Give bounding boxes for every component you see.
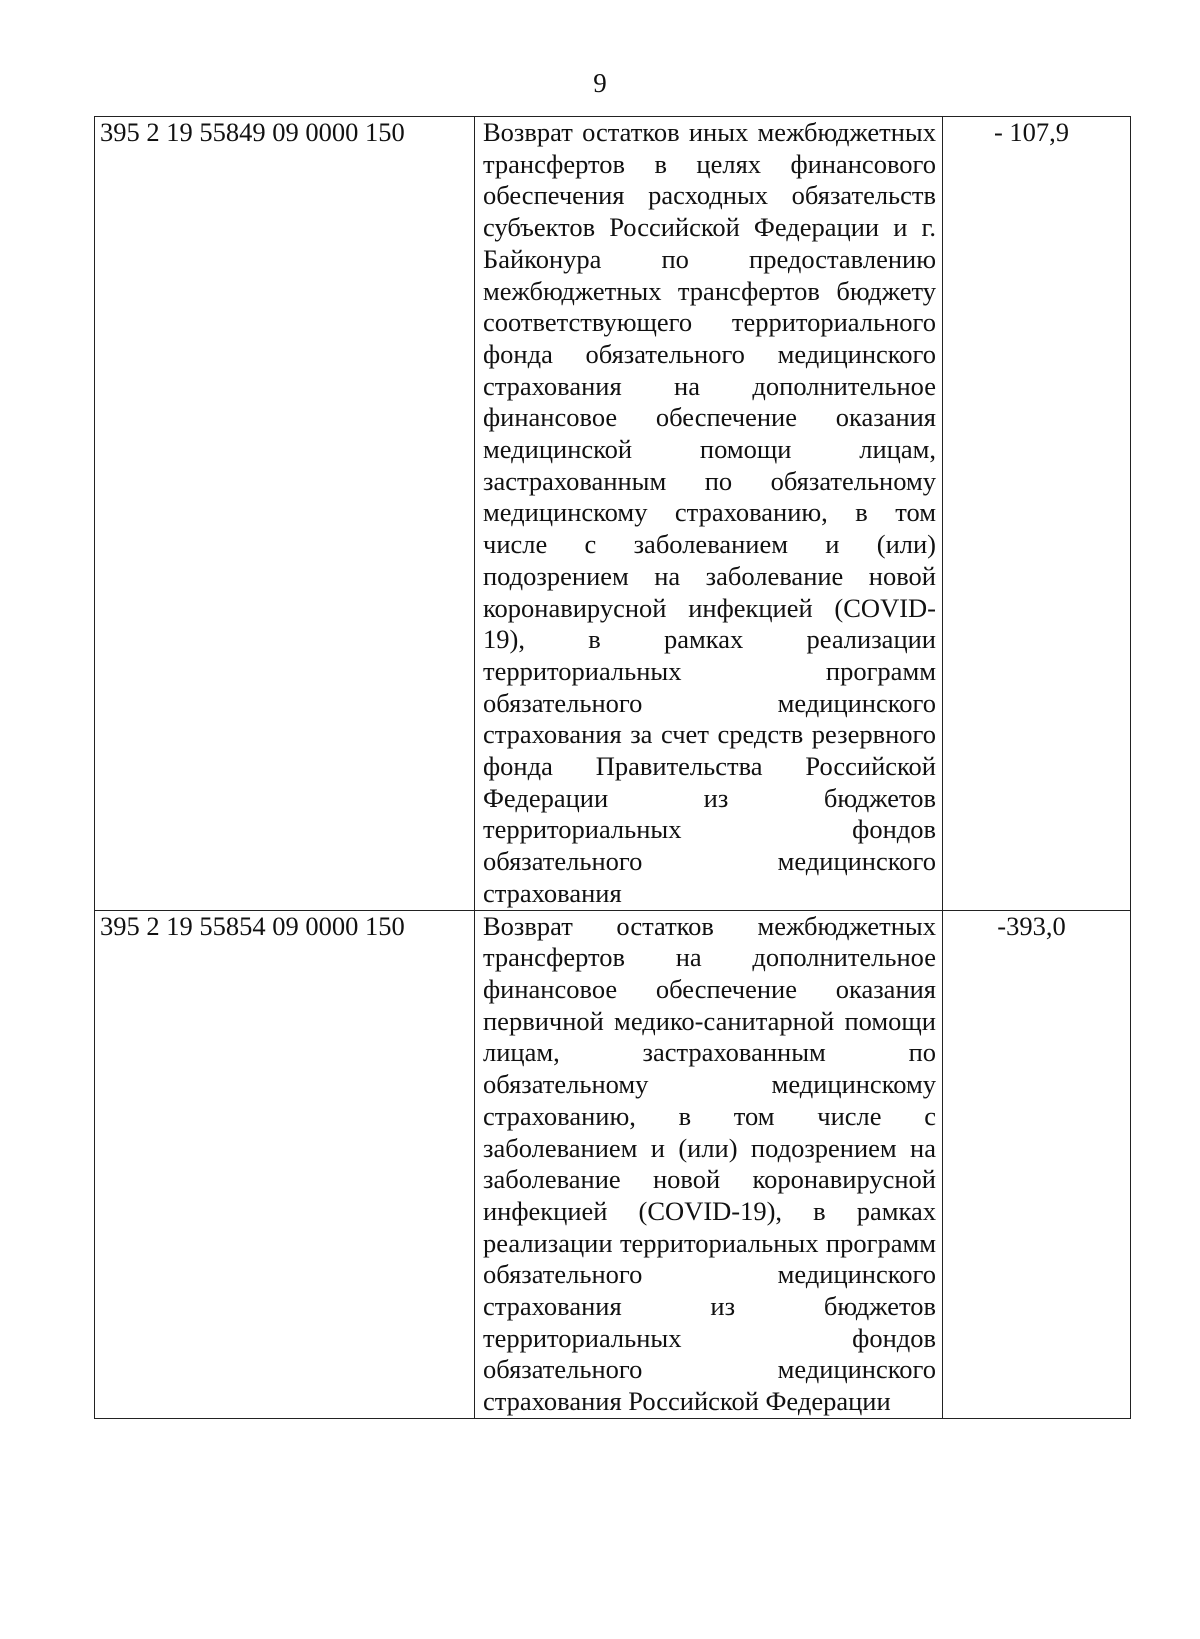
amount-cell (943, 117, 1131, 911)
description-text: Возврат остатков межбюджетных трансфертов на дополнительное финансовое обеспечение оказания первичной медико-санитарной помощи лицам, застрахованным по обязательному медицинскому страхованию, в том числе с заболеванием и (или) подозрением на заболевание новой коронавирусной инфекцией (COVID-19), в рамках реализации территориальных программ обязательного медицинского страхования из бюджетов территориальных фондов обязательного медицинского страхования Российской Федерации (483, 910, 936, 1417)
table-row (95, 910, 1131, 1418)
description-cell (475, 117, 943, 911)
description-text: Возврат остатков иных межбюджетных трансфертов в целях финансового обеспечения расходных обязательств субъектов Российской Федерации и г. Байконура по предоставлению межбюджетных трансфертов бюджету соответствующего территориального фонда обязательного медицинского страхования на дополнительное финансовое обеспечение оказания медицинской помощи лицам, застрахованным по обязательному медицинскому страхованию, в том числе с заболеванием и (или) подозрением на заболевание новой коронавирусной инфекцией (COVID-19), в рамках реализации территориальных программ обязательного медицинского страхования за счет средств резервного фонда Правительства Российской Федерации из бюджетов территориальных фондов обязательного медицинского страхования (483, 117, 936, 908)
budget-code: 395 2 19 55849 09 0000 150 (100, 117, 405, 147)
table-row (95, 117, 1131, 911)
amount-value: -393,0 (997, 910, 1066, 941)
budget-code-cell (95, 910, 475, 1418)
budget-code: 395 2 19 55854 09 0000 150 (100, 910, 405, 941)
budget-return-table (94, 116, 1131, 1419)
description-cell (475, 910, 943, 1418)
budget-code-cell (95, 117, 475, 911)
amount-cell (943, 910, 1131, 1418)
page-number: 9 (593, 68, 607, 98)
amount-value: - 107,9 (993, 117, 1070, 147)
